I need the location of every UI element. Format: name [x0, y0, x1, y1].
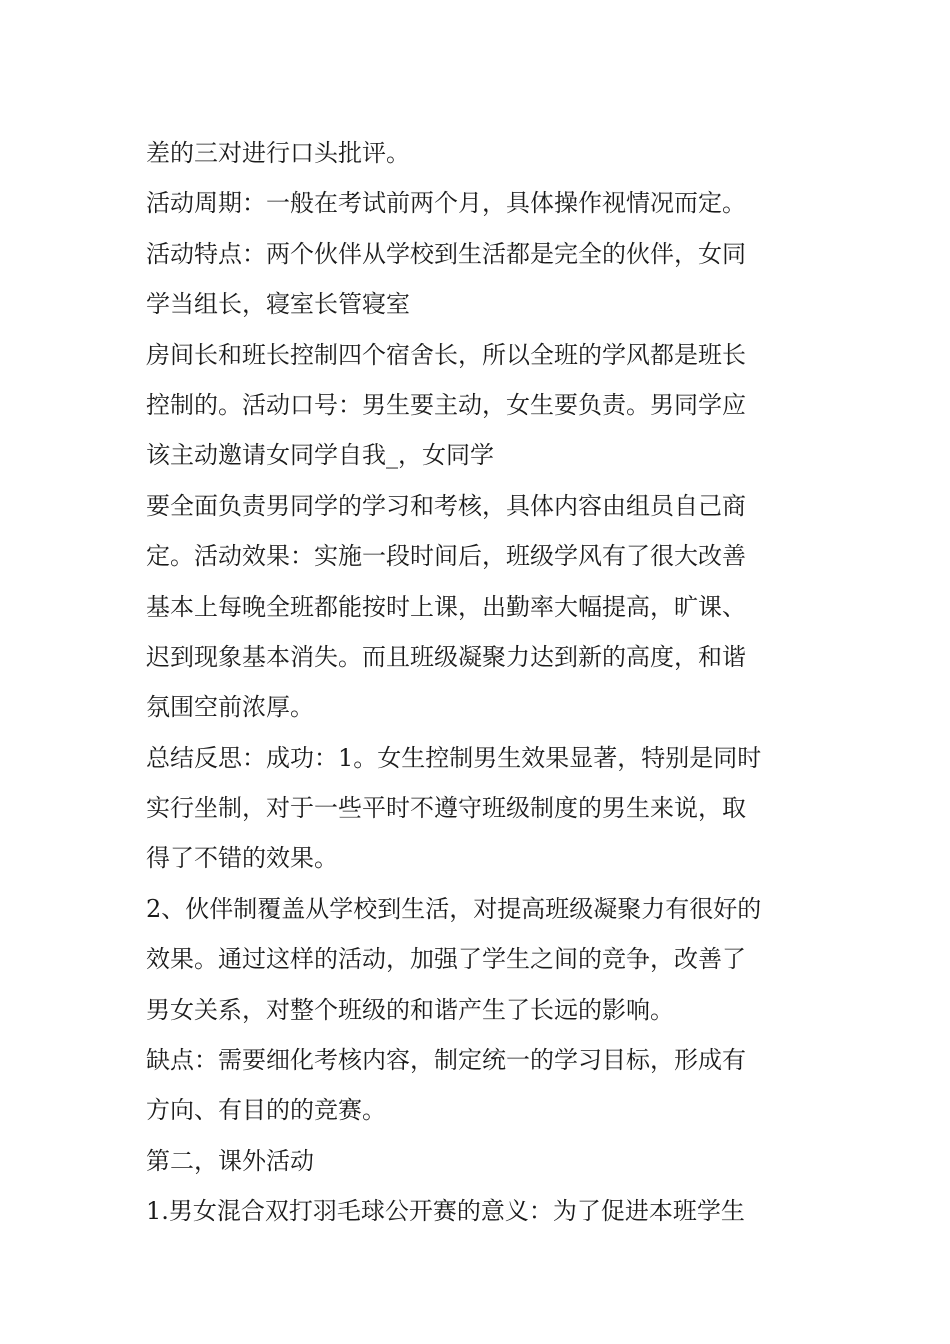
- text-line: 房间长和班长控制四个宿舍长，所以全班的学风都是班长: [146, 340, 746, 369]
- document-body: [146, 128, 816, 1237]
- text-line: 活动特点：两个伙伴从学校到生活都是完全的伙伴，女同: [146, 239, 746, 268]
- text-line: 要全面负责男同学的学习和考核，具体内容由组员自己商: [146, 491, 746, 520]
- text-line: 第二，课外活动: [146, 1146, 314, 1175]
- text-line: 差的三对进行口头批评。: [146, 139, 410, 167]
- text-line: 方向、有目的的竞赛。: [146, 1096, 386, 1125]
- text-line: 基本上每晚全班都能按时上课，出勤率大幅提高，旷课、: [146, 592, 746, 621]
- text-line: 男女关系，对整个班级的和谐产生了长远的影响。: [146, 995, 674, 1024]
- text-line: 1.男女混合双打羽毛球公开赛的意义：为了促进本班学生: [146, 1197, 745, 1226]
- text-line: 定。活动效果：实施一段时间后，班级学风有了很大改善: [146, 542, 746, 571]
- text-line: 2、伙伴制覆盖从学校到生活，对提高班级凝聚力有很好的: [146, 894, 762, 923]
- text-line: 缺点：需要细化考核内容，制定统一的学习目标，形成有: [146, 1046, 746, 1075]
- text-line: 控制的。活动口号：男生要主动，女生要负责。男同学应: [146, 390, 746, 419]
- text-line: 氛围空前浓厚。: [146, 693, 314, 722]
- text-line: 实行坐制，对于一些平时不遵守班级制度的男生来说，取: [146, 794, 746, 823]
- text-line: 总结反思：成功：1。女生控制男生效果显著，特别是同时: [146, 743, 762, 772]
- text-line: 迟到现象基本消失。而且班级凝聚力达到新的高度，和谐: [146, 642, 746, 671]
- text-line: 活动周期：一般在考试前两个月，具体操作视情况而定。: [146, 189, 746, 218]
- text-line: 该主动邀请女同学自我_，女同学: [146, 441, 494, 470]
- text-line: 得了不错的效果。: [146, 844, 338, 873]
- text-line: 学当组长，寝室长管寝室: [146, 290, 410, 319]
- text-line: 效果。通过这样的活动，加强了学生之间的竞争，改善了: [146, 945, 746, 974]
